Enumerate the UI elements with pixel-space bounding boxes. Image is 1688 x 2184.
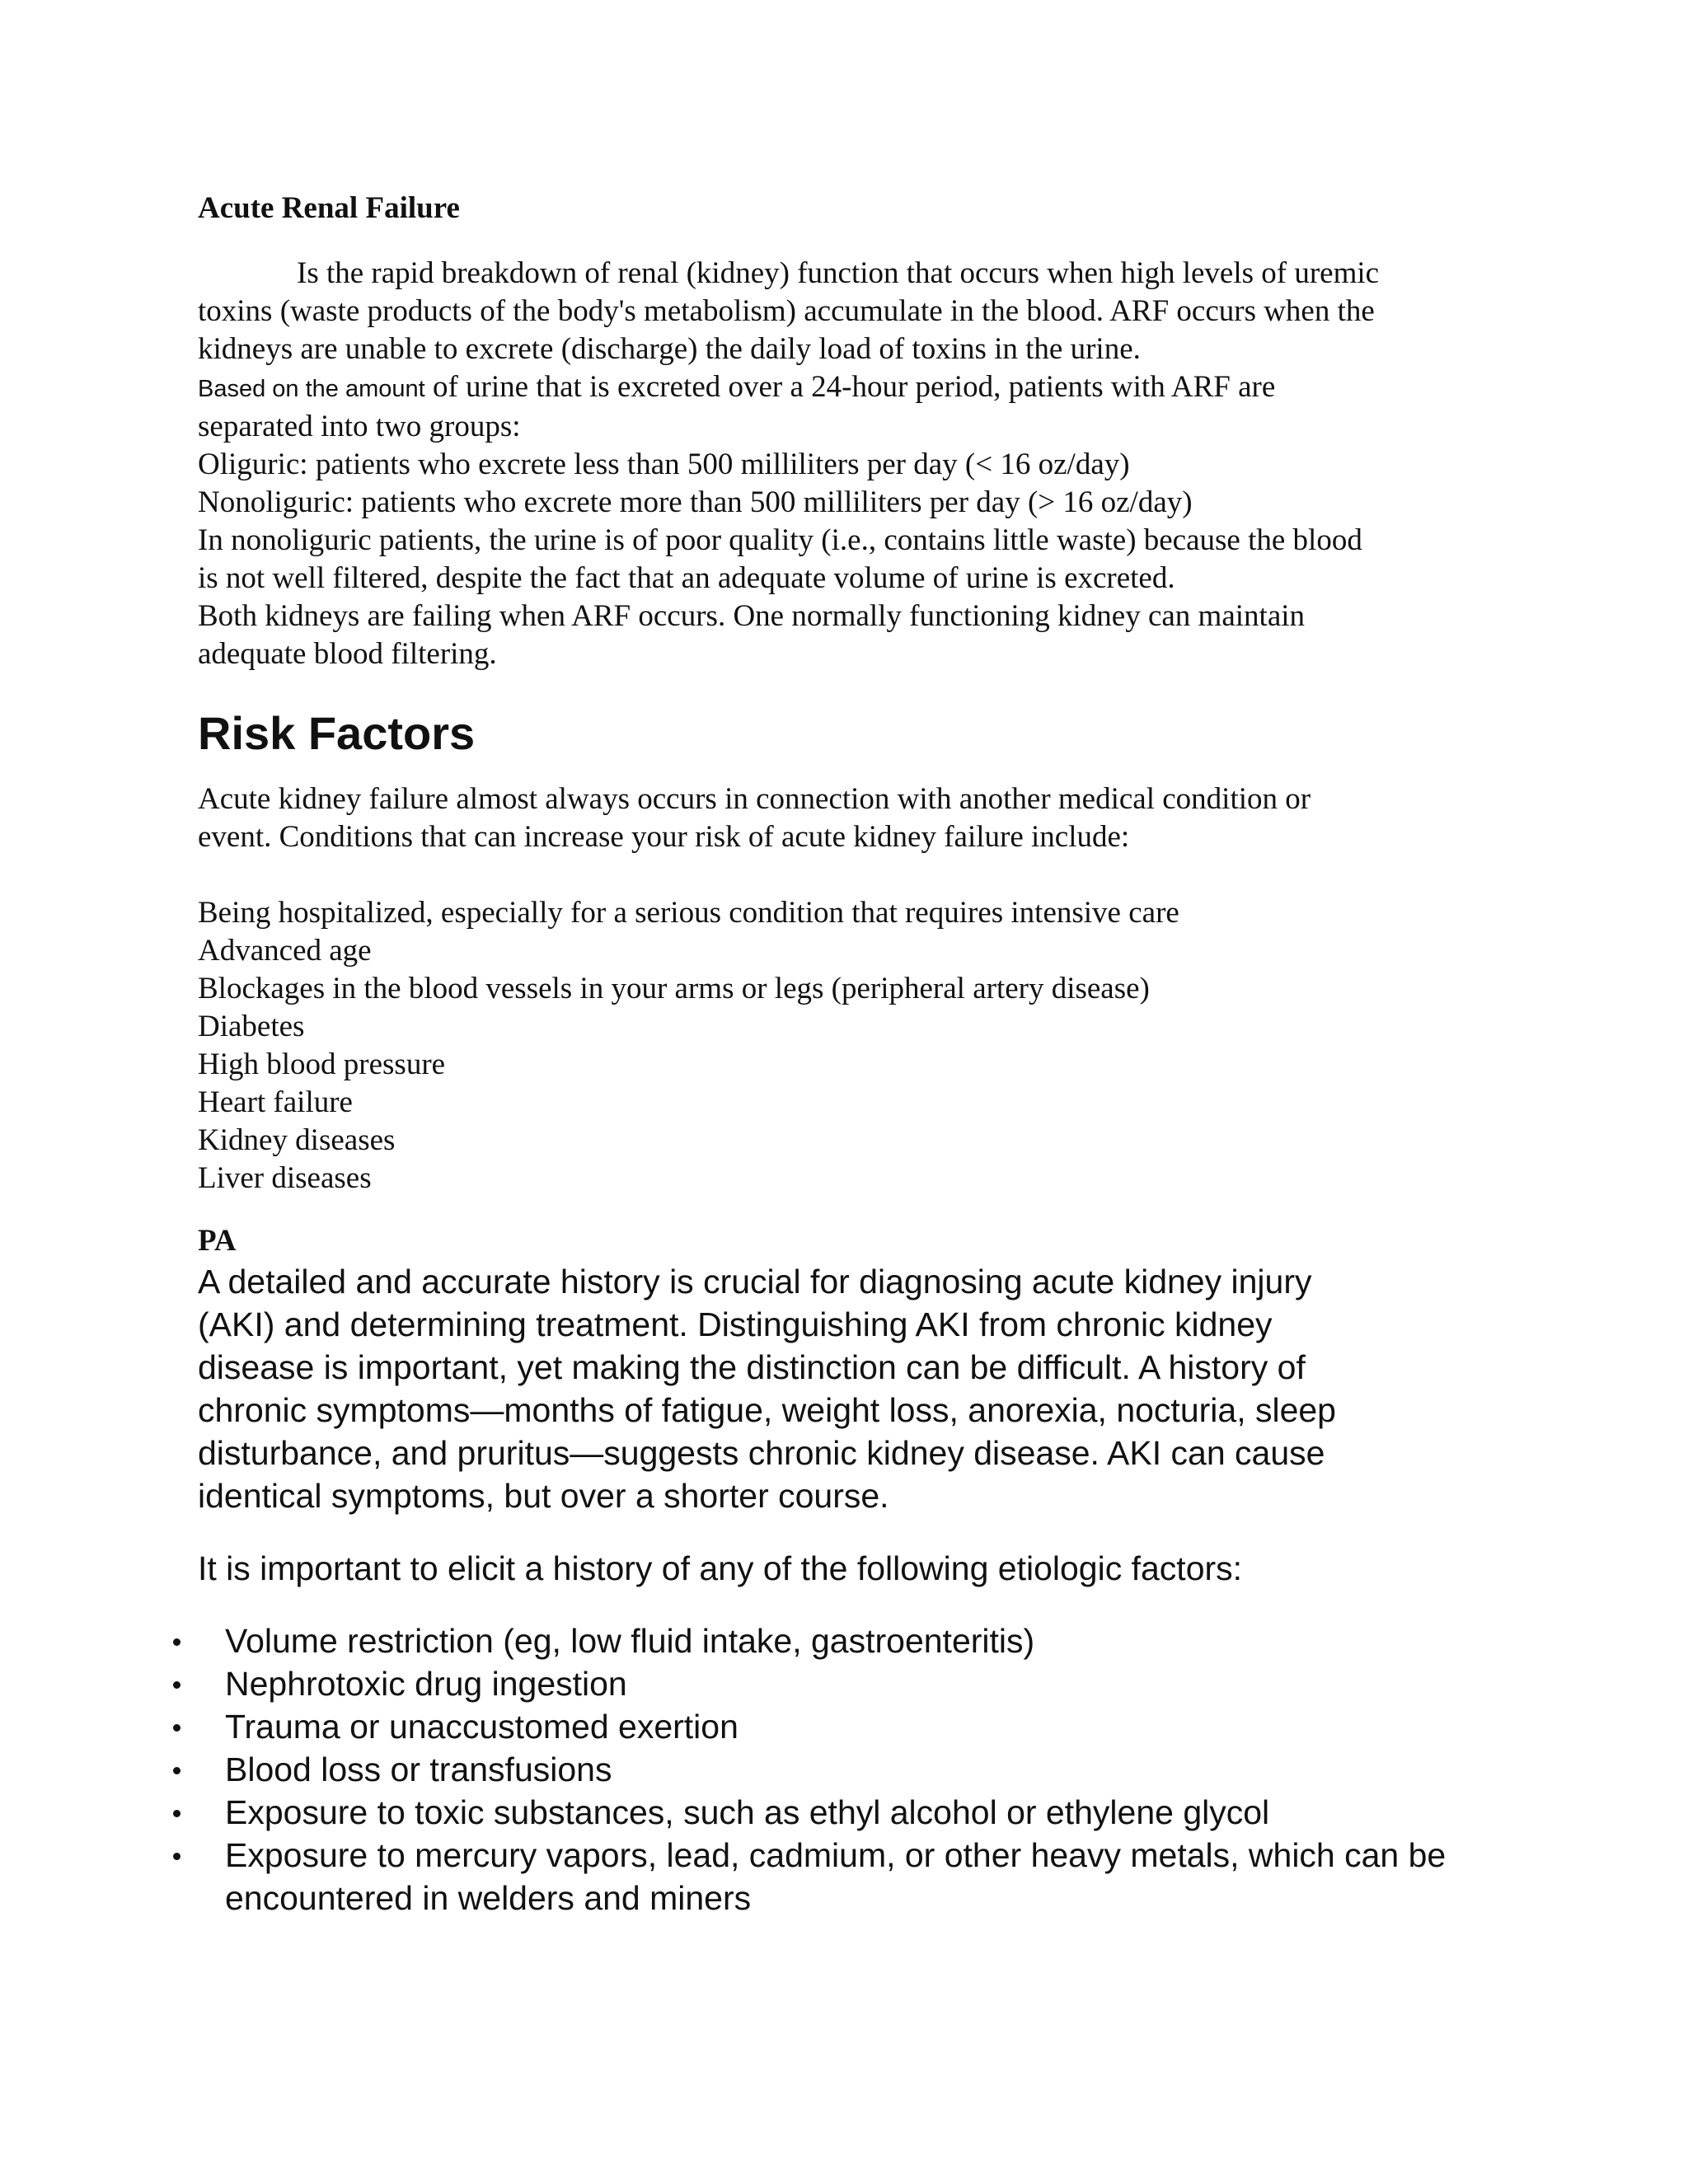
history-line: disturbance, and pruritus—suggests chronic kidney disease. AKI can cause [198,1434,1325,1472]
bullet-icon [173,1853,181,1860]
history-line: A detailed and accurate history is crucial for diagnosing acute kidney injury [198,1263,1312,1301]
bullet-icon [173,1724,181,1732]
body-line: is not well filtered, despite the fact that an adequate volume of urine is excreted. [198,561,1175,595]
etiologic-factor-text: Trauma or unaccustomed exertion [225,1708,738,1746]
intro-line: toxins (waste products of the body's metabolism) accumulate in the blood. ARF occurs when the [198,294,1375,328]
document-title: Acute Renal Failure [198,191,460,225]
body-line: Both kidneys are failing when ARF occurs. One normally functioning kidney can maintain [198,599,1306,633]
risk-factor-item: Being hospitalized, especially for a serious condition that requires intensive care [198,896,1179,930]
intro-paragraph [198,255,1484,673]
pa-label: PA [198,1224,237,1258]
document-page [198,190,1484,1919]
nonoliguric-line: Nonoliguric: patients who excrete more than 500 milliliters per day (> 16 oz/day) [198,485,1193,519]
risk-intro-line: Acute kidney failure almost always occurs in connection with another medical condition or [198,782,1311,816]
history-paragraph [198,1260,1484,1517]
bullet-icon [173,1681,181,1689]
risk-factor-item: Heart failure [198,1085,353,1119]
body-line: adequate blood filtering. [198,637,497,671]
body-line: separated into two groups: [198,410,521,443]
history-line: (AKI) and determining treatment. Distinguishing AKI from chronic kidney [198,1305,1273,1343]
etiologic-factor-text: Blood loss or transfusions [225,1750,612,1788]
etiologic-factor-item [173,1705,1459,1748]
bullet-icon [173,1767,181,1774]
history-line: disease is important, yet making the distinction can be difficult. A history of [198,1348,1306,1386]
oliguric-line: Oliguric: patients who excrete less than 500 milliliters per day (< 16 oz/day) [198,448,1130,481]
intro-line: Is the rapid breakdown of renal (kidney) function that occurs when high levels of uremic [297,256,1380,290]
history-line: chronic symptoms—months of fatigue, weight loss, anorexia, nocturia, sleep [198,1391,1336,1429]
intro-line: kidneys are unable to excrete (discharge) the daily load of toxins in the urine. [198,332,1141,366]
risk-factor-list [198,894,1484,1197]
history-line: identical symptoms, but over a shorter course. [198,1477,889,1515]
risk-intro-line: event. Conditions that can increase your risk of acute kidney failure include: [198,820,1130,854]
risk-factor-item: Diabetes [198,1010,305,1043]
etiologic-factor-item [173,1619,1459,1662]
risk-factor-item: Kidney diseases [198,1123,396,1157]
body-line: In nonoliguric patients, the urine is of poor quality (i.e., contains little waste) because the blood [198,523,1362,557]
based-on-line [198,368,1484,408]
based-on-prefix: Based on the amount [198,376,425,402]
etiologic-factor-text: Nephrotoxic drug ingestion [225,1665,627,1703]
risk-factor-item: Liver diseases [198,1161,372,1195]
etiologic-factor-text: Exposure to toxic substances, such as ethyl alcohol or ethylene glycol [225,1793,1270,1831]
etiologic-factor-text: Exposure to mercury vapors, lead, cadmium, or other heavy metals, which can be encountered in welders and miners [225,1836,1447,1917]
blank-line [198,856,1484,894]
etiologic-intro: It is important to elicit a history of any of the following etiologic factors: [198,1549,1243,1587]
based-on-suffix: of urine that is excreted over a 24-hour period, patients with ARF are [424,370,1276,404]
etiologic-factor-item [173,1748,1459,1791]
etiologic-factor-item [173,1791,1459,1834]
etiologic-factor-item [173,1662,1459,1705]
risk-factor-item: High blood pressure [198,1047,446,1081]
etiologic-factor-text: Volume restriction (eg, low fluid intake, gastroenteritis) [225,1622,1035,1660]
bullet-icon [173,1638,181,1646]
risk-factors-heading: Risk Factors [198,707,476,759]
risk-intro [198,780,1484,856]
bullet-icon [173,1810,181,1817]
etiologic-factor-item [173,1834,1459,1919]
risk-factor-item: Blockages in the blood vessels in your arms or legs (peripheral artery disease) [198,972,1150,1005]
risk-factor-item: Advanced age [198,934,372,968]
etiologic-factor-list [173,1619,1459,1919]
